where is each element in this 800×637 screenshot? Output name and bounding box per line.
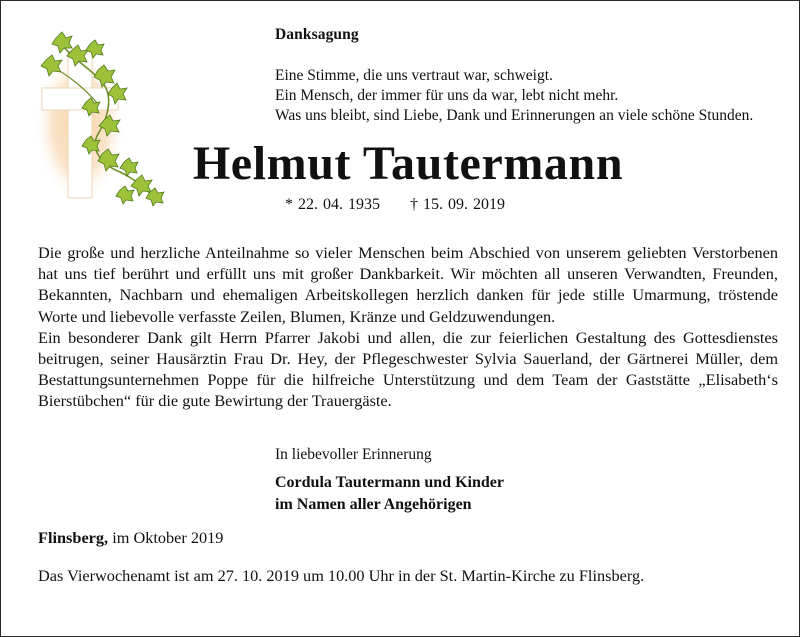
signature-line: im Namen aller Angehörigen [275, 496, 472, 513]
poem-line: Eine Stimme, die uns vertraut war, schweigt. [275, 67, 553, 84]
service-announcement: Das Vierwochenamt ist am 27. 10. 2019 um 10.00 Uhr in der St. Martin-Kirche zu Flinsberg. [38, 566, 645, 585]
poem-line: Ein Mensch, der immer für uns da war, lebt nicht mehr. [275, 87, 619, 104]
birth-date: * 22. 04. 1935 [285, 196, 380, 213]
notice-header [275, 26, 785, 126]
place-date [38, 528, 223, 548]
date-text: im Oktober 2019 [112, 528, 224, 547]
notice-heading: Danksagung [275, 26, 359, 43]
life-dates [285, 196, 505, 214]
thanks-text [38, 242, 778, 412]
death-date: † 15. 09. 2019 [410, 196, 505, 213]
closing-block [275, 446, 695, 516]
signature-line: Cordula Tautermann und Kinder [275, 474, 504, 491]
thanks-paragraph: Die große und herzliche Anteilnahme so vieler Menschen beim Abschied von unserem geliebten Verstorbenen hat uns tief berührt und erfüllt uns mit großer Dankbarkeit. Wir möchten all unseren Verwandten, Freunden, Bekannten, Nachbarn und ehemaligen Arbeitskollegen herzlich danken für jede stille Umarmung, tröstende Worte und liebevolle verfasste Zeilen, Blumen, Kränze und Geldzuwendungen. [38, 243, 778, 326]
thanks-paragraph: Ein besonderer Dank gilt Herrn Pfarrer Jakobi und allen, die zur feierlichen Gestaltung des Gottesdienstes beitrugen, seiner Hausärztin Frau Dr. Hey, der Pflegeschwester Sylvia Sauerland, der Gärtnerei Müller, dem Bestattungsunternehmen Poppe für die hilfreiche Unterstützung und dem Team der Gaststätte „Elisabeth‘s Bierstübchen“ für die gute Bewirtung der Trauergäste. [38, 327, 778, 411]
poem-line: Was uns bleibt, sind Liebe, Dank und Erinnerungen an viele schöne Stunden. [275, 107, 754, 124]
poem [275, 66, 785, 126]
place-name: Flinsberg, [38, 528, 109, 547]
deceased-name: Helmut Tautermann [192, 137, 624, 190]
closing-lead: In liebevoller Erinnerung [275, 446, 432, 463]
